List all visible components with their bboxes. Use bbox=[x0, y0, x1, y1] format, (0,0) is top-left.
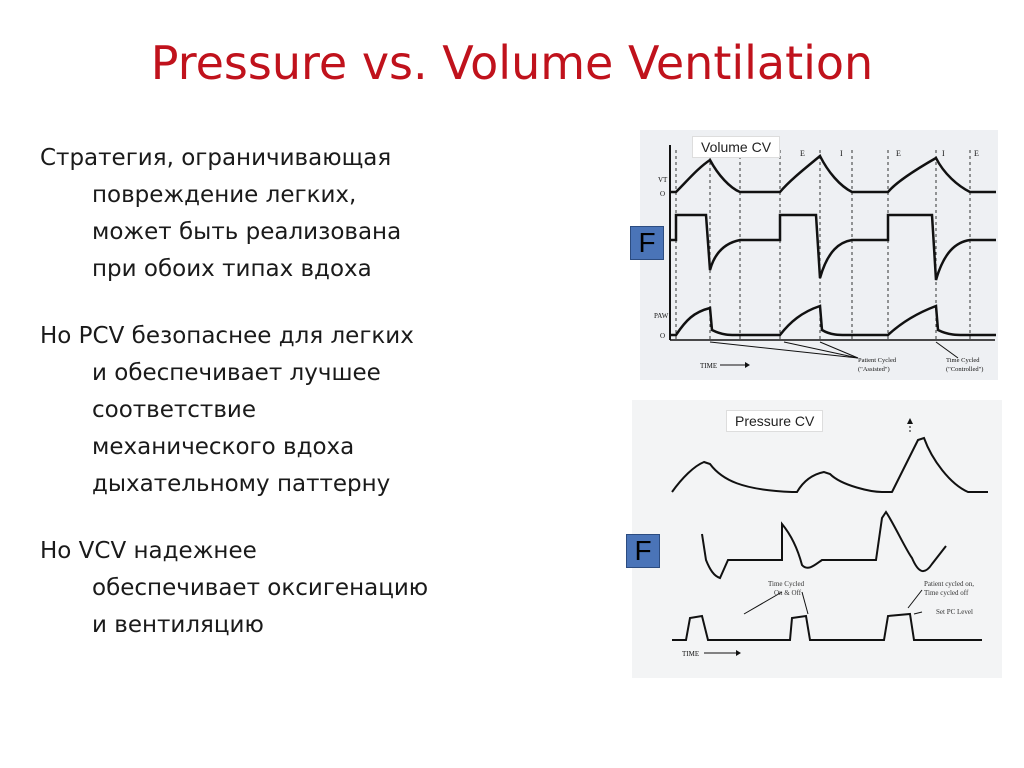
bullet-line: дыхательному паттерну bbox=[92, 471, 391, 497]
bullet-line: может быть реализована bbox=[92, 219, 402, 245]
annotation-arrows bbox=[710, 342, 958, 358]
volume-trace bbox=[670, 156, 996, 192]
phase-label: I bbox=[840, 149, 843, 158]
bullet-list bbox=[40, 140, 500, 674]
bullet-strategy bbox=[40, 140, 500, 288]
bullet-line: Но VCV надежнее bbox=[40, 538, 257, 564]
pressure-cv-waveforms bbox=[632, 400, 1002, 678]
volume-cv-label: Volume CV bbox=[692, 136, 780, 158]
pressure-trace bbox=[670, 306, 996, 335]
zero-label: O bbox=[660, 332, 666, 340]
bullet-line: Стратегия, ограничивающая bbox=[40, 145, 392, 171]
bullet-line: и вентиляцию bbox=[92, 612, 264, 638]
phase-label: E bbox=[896, 149, 901, 158]
volume-trace bbox=[672, 438, 988, 492]
bullet-line: соответствие bbox=[92, 397, 256, 423]
bullet-line: при обоих типах вдоха bbox=[92, 256, 372, 282]
set-pc-label: Set PC Level bbox=[936, 608, 973, 616]
time-label: TIME bbox=[700, 362, 718, 370]
vt-axis-label: VT bbox=[658, 176, 668, 184]
patient-cycled-label: Patient Cycled bbox=[858, 357, 897, 364]
flow-marker: F bbox=[630, 226, 664, 260]
top-arrow-head bbox=[907, 418, 913, 424]
time-cycled-label: ("Controlled") bbox=[946, 366, 984, 373]
phase-label: E bbox=[974, 149, 979, 158]
flow-trace bbox=[670, 215, 996, 280]
time-arrow-head bbox=[736, 650, 741, 656]
bullet-pcv bbox=[40, 318, 500, 503]
pressure-cv-label: Pressure CV bbox=[726, 410, 823, 432]
pressure-trace bbox=[672, 614, 982, 640]
bullet-line: Но PCV безопаснее для легких bbox=[40, 323, 414, 349]
paw-axis-label: PAW bbox=[654, 312, 669, 320]
slide-title: Pressure vs. Volume Ventilation bbox=[150, 36, 874, 90]
bullet-vcv bbox=[40, 533, 500, 644]
zero-label: O bbox=[660, 190, 666, 198]
bullet-line: повреждение легких, bbox=[92, 182, 357, 208]
time-label: TIME bbox=[682, 650, 700, 658]
patient-cycled-label: Patient cycled on, bbox=[924, 580, 974, 588]
time-cycled-label: Time Cycled bbox=[946, 357, 980, 364]
pressure-cv-figure bbox=[632, 400, 1002, 678]
bullet-line: обеспечивает оксигенацию bbox=[92, 575, 429, 601]
annotation-arrows bbox=[744, 590, 922, 614]
phase-label: E bbox=[800, 149, 805, 158]
time-cycled-label: On & Off bbox=[774, 589, 802, 597]
time-cycled-label: Time Cycled bbox=[768, 580, 805, 588]
volume-cv-figure bbox=[640, 130, 998, 380]
flow-trace bbox=[702, 512, 946, 578]
bullet-line: и обеспечивает лучшее bbox=[92, 360, 381, 386]
phase-label: I bbox=[942, 149, 945, 158]
time-arrow-head bbox=[745, 362, 750, 368]
patient-cycled-label: ("Assisted") bbox=[858, 366, 890, 373]
flow-marker: F bbox=[626, 534, 660, 568]
patient-cycled-label: Time cycled off bbox=[924, 589, 969, 597]
bullet-line: механического вдоха bbox=[92, 434, 355, 460]
volume-cv-waveforms bbox=[640, 130, 998, 380]
